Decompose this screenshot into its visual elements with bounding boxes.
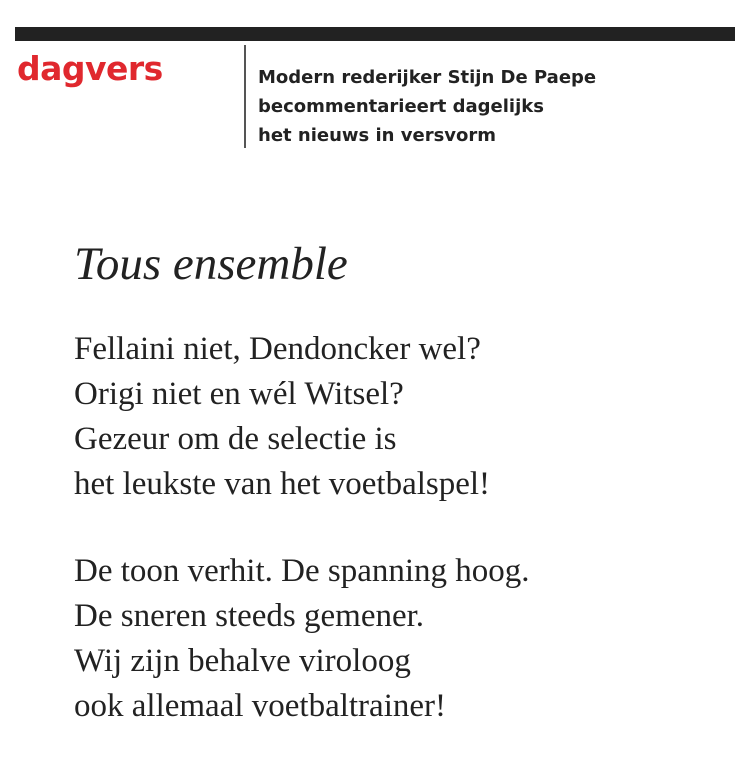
poem-stanza <box>74 549 530 729</box>
intro-line: Modern rederijker Stijn De Paepe <box>258 67 597 88</box>
poem-line: Gezeur om de selectie is <box>74 421 397 457</box>
poem-line: De toon verhit. De spanning hoog. <box>74 553 530 589</box>
intro-line: becommentarieert dagelijks <box>258 96 544 117</box>
poem-line: het leukste van het voetbalspel! <box>74 466 491 502</box>
poem-title: Tous ensemble <box>74 238 348 290</box>
poem-line: Origi niet en wél Witsel? <box>74 376 404 412</box>
poem-line: Wij zijn behalve viroloog <box>74 643 411 679</box>
header-divider <box>244 45 246 148</box>
poem-stanza <box>74 327 490 507</box>
intro-line: het nieuws in versvorm <box>258 125 497 146</box>
poem-line: ook allemaal voetbaltrainer! <box>74 688 446 724</box>
poem-line: De sneren steeds gemener. <box>74 598 425 634</box>
poem-line: Fellaini niet, Dendoncker wel? <box>74 331 481 367</box>
top-rule <box>15 27 735 41</box>
column-intro <box>258 63 596 150</box>
column-brand: dagvers <box>17 49 163 88</box>
